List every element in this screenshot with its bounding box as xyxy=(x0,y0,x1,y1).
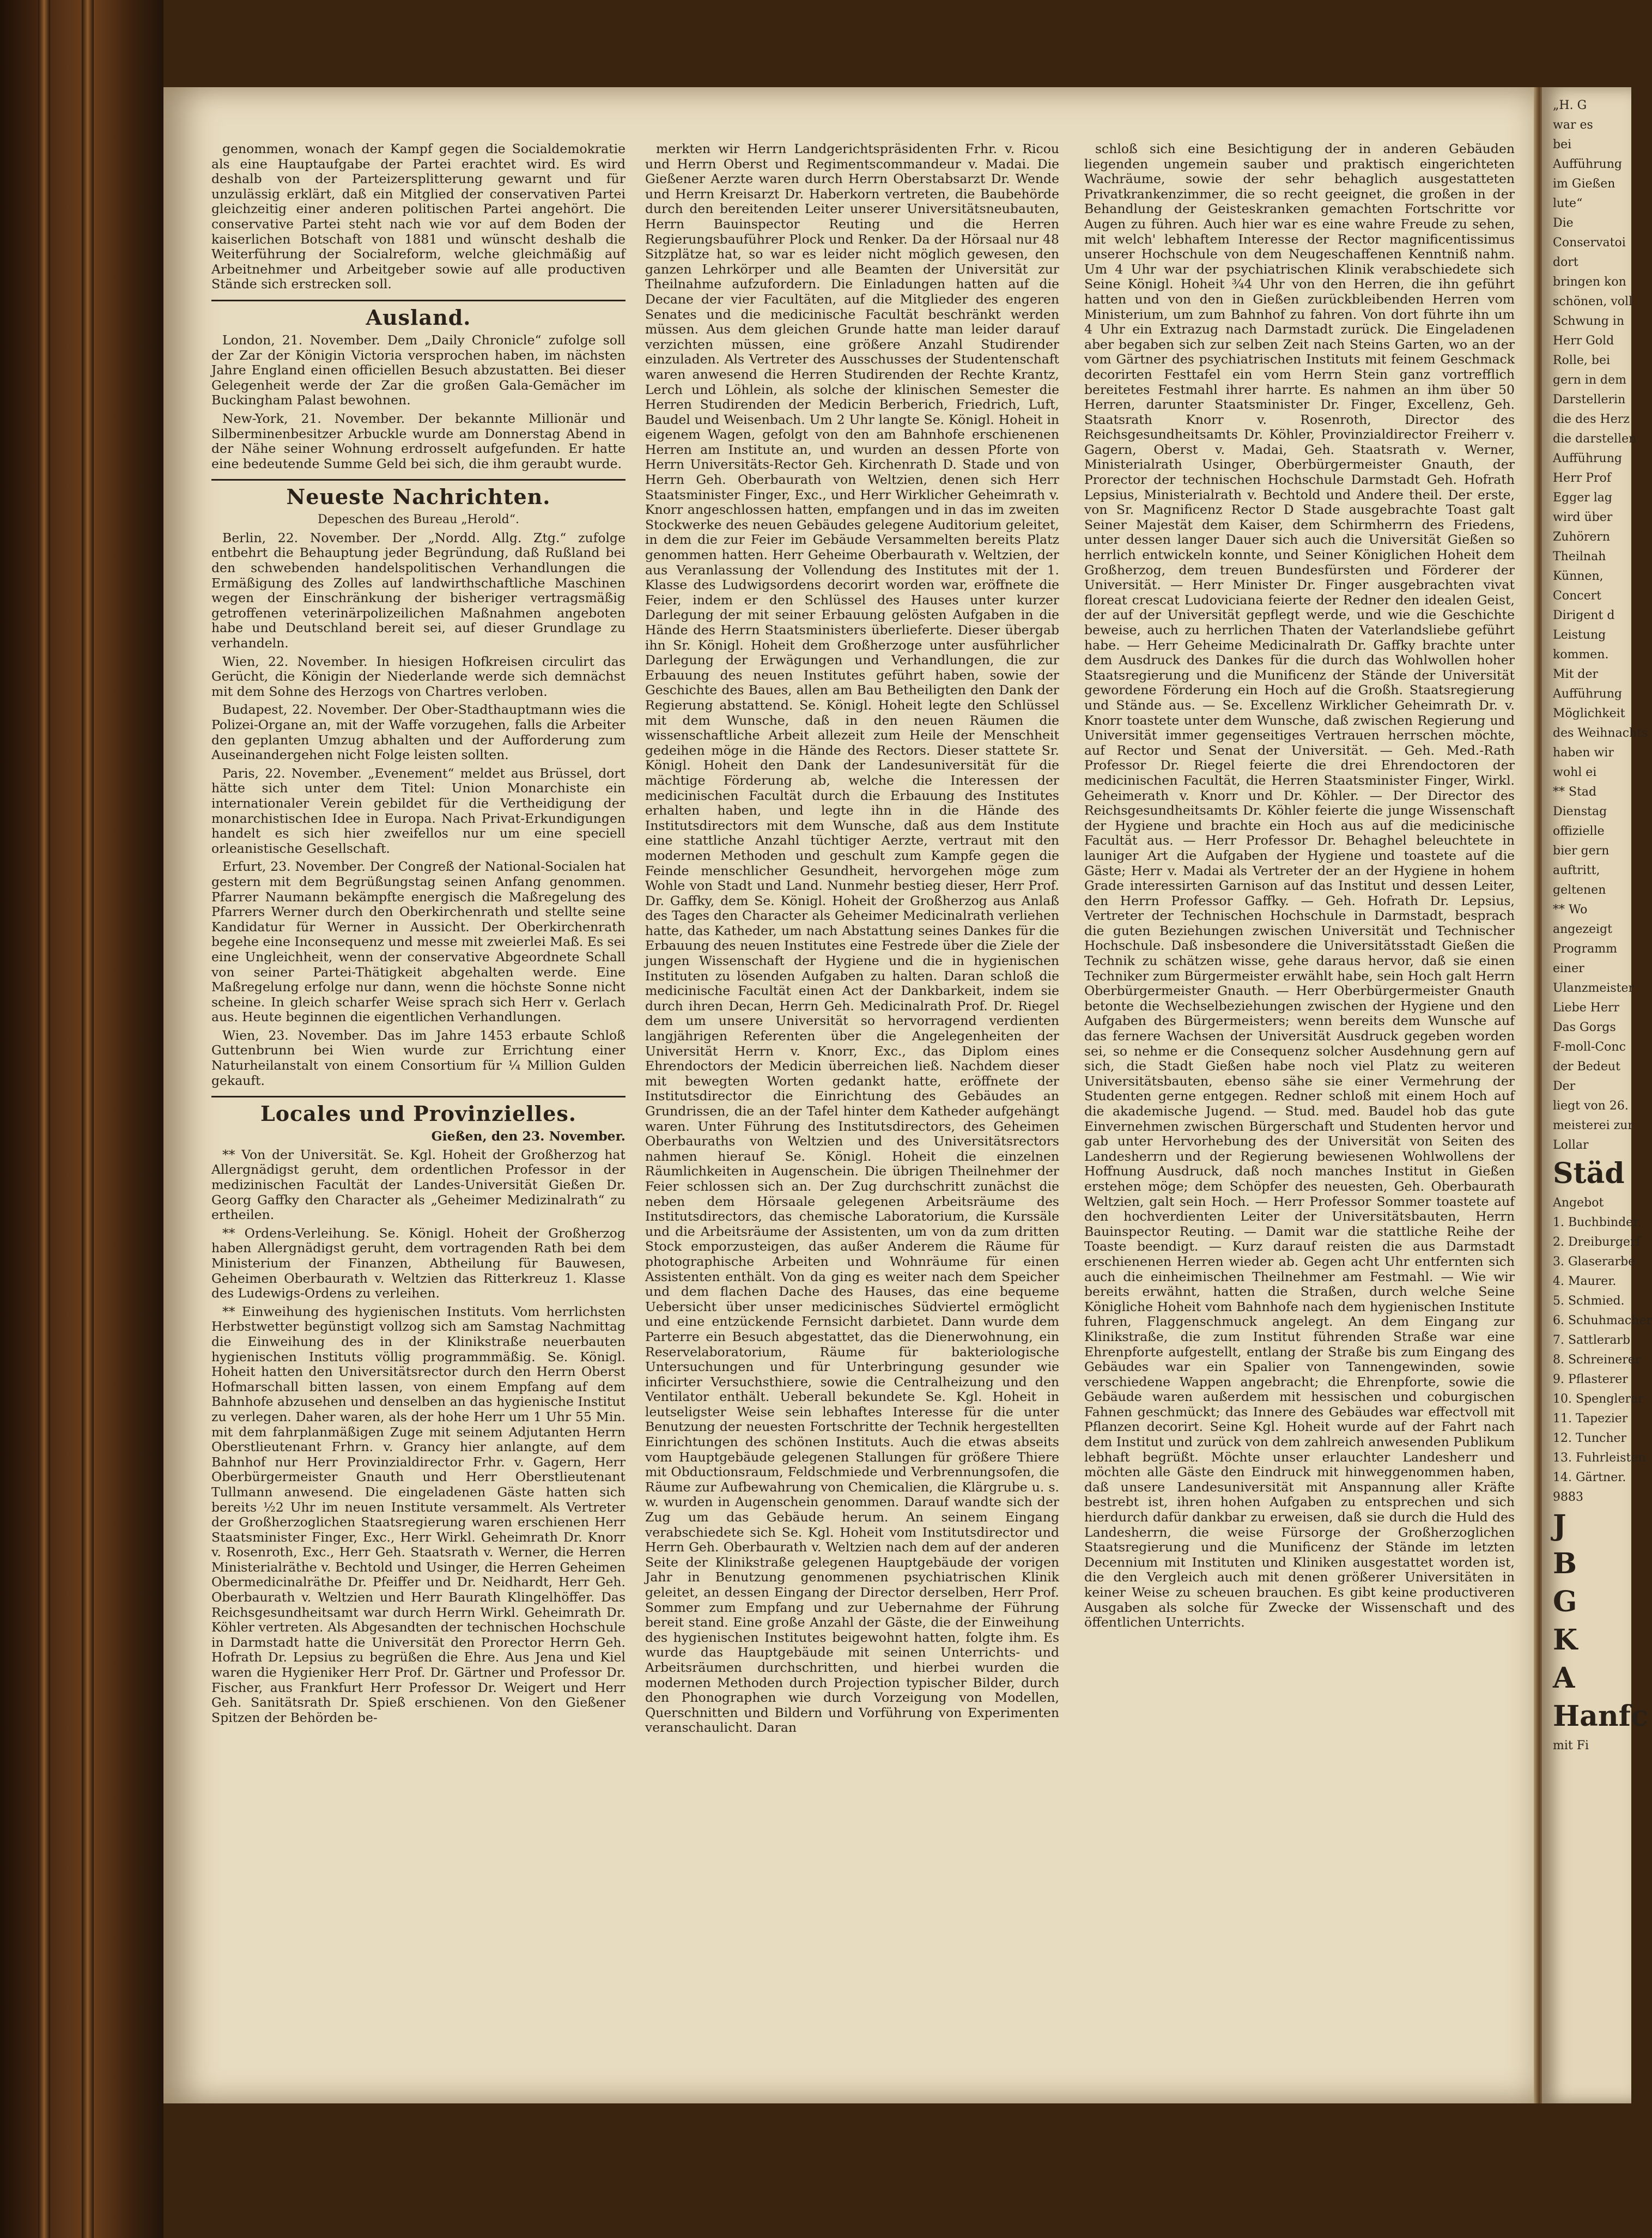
facing-page-text: einer xyxy=(1553,962,1584,975)
facing-page-text: der Bedeut xyxy=(1553,1060,1620,1073)
facing-page-text: Städ xyxy=(1553,1157,1625,1190)
facing-page-text: 7. Sattlerarb xyxy=(1553,1333,1631,1347)
news-item: Paris, 22. November. „Evenement“ meldet aus Brüssel, dort hätte sich unter dem Titel: Union Monarchiste ein internationaler Verein gebildet für die Vertheidigung der monarchistischen Idee in Europa. Nach Privat-Erkundigungen handelt es sich hier zweifellos nur um eine speciell orleanistische Gesellschaft. xyxy=(211,765,625,856)
facing-page-text: des Weihnachts xyxy=(1553,726,1648,740)
section-rule xyxy=(211,479,625,481)
facing-page-text: B xyxy=(1553,1547,1577,1580)
facing-page-text: 6. Schuhmacher xyxy=(1553,1314,1652,1327)
spine-stripe xyxy=(38,0,50,2238)
facing-page-text: Darstellerin xyxy=(1553,393,1626,407)
news-item: Erfurt, 23. November. Der Congreß der National-Socialen hat gestern mit dem Begrüßungstag seinen Anfang genommen. Pfarrer Naumann bekämpfte energisch die Maßregelung des Pfarrers Werner durch den Oberkirchenrath und stellte seine Kandidatur für Werner in Aussicht. Der Oberkirchenrath begehe eine Inconsequenz und messe mit zweierlei Maß. Es sei eine Ungleichheit, wenn der conservative Abgeordnete Schall von seiner Partei-Thätigkeit abgehalten werde. Eine Maßregelung erfolge nur dann, wenn die höchste Sonne nicht scheine. In gleich scharfer Weise sprach sich Herr v. Gerlach aus. Heute beginnen die eigentlichen Verhandlungen. xyxy=(211,859,625,1025)
facing-page-text: G xyxy=(1553,1585,1577,1618)
facing-page-text: bringen kon xyxy=(1553,275,1626,289)
news-item: London, 21. November. Dem „Daily Chronicle“ zufolge soll der Zar der Königin Victoria versprochen haben, im nächsten Jahre England einen officiellen Besuch abzustatten. Bei dieser Gelegenheit werde der Zar die großen Gala-Gemächer im Buckingham Palast bewohnen. xyxy=(211,332,625,408)
facing-page-text: dort xyxy=(1553,256,1578,269)
facing-page-text: 4. Maurer. xyxy=(1553,1275,1617,1288)
facing-page-text: Mit der xyxy=(1553,668,1599,681)
facing-page-text: die des Herz xyxy=(1553,413,1630,426)
facing-page-text: Rolle, bei xyxy=(1553,354,1611,367)
facing-page-text: bier gern xyxy=(1553,844,1610,858)
article-paragraph: merkten wir Herrn Landgerichtspräsidenten Frhr. v. Ricou und Herrn Oberst und Regimentscommandeur v. Madai. Die Gießener Aerzte waren durch Herrn Oberstabsarzt Dr. Wende und Herrn Kreisarzt Dr. Haberkorn vertreten, die Baubehörde durch den bereitenden Leiter unserer Universitätsneubauten, Herrn Bauinspector Reuting und die Herren Regierungsbauführer Plock und Renker. Da der Hörsaal nur 48 Sitzplätze hat, so war es leider nicht möglich gewesen, den ganzen Lehrkörper und alle Beamten der Universität zur Theilnahme aufzufordern. Die Einladungen hatten auf die Decane der vier Facultäten, auf die Mitglieder des engeren Senates und die medicinische Facultät beschränkt werden müssen. Aus dem gleichen Grunde hatte man leider darauf verzichten müssen, eine größere Anzahl Studirender einzuladen. Als Vertreter des Ausschusses der Studentenschaft waren anwesend die Herren Studirenden der Rechte Krantz, Lerch und Löhlein, als solche der klinischen Semester die Herren Studirenden der Medicin Berberich, Friedrich, Luft, Baudel und Weisenbach. Um 2 Uhr langte Se. Königl. Hoheit in eigenem Wagen, gefolgt von den am Bahnhofe erschienenen Herren am Institute an, und wurden an dessen Pforte von Herrn Universitäts-Rector Geh. Kirchenrath D. Stade und von Herrn Geh. Oberbaurath von Weltzien, denen sich Herr Staatsminister Finger, Exc., und Herr Wirklicher Geheimrath v. Knorr angeschlossen hatten, empfangen und in das im zweiten Stockwerke des neuen Gebäudes gelegene Auditorium geleitet, in dem die zur Feier im Gebäude Versammelten bereits Platz genommen hatten. Herr Geheime Oberbaurath v. Weltzien, der aus Veranlassung der Vollendung des Institutes mit der 1. Klasse des Ludwigsordens decorirt worden war, eröffnete die Feier, indem er den Schlüssel des Hauses unter kurzer Darlegung der mit seiner Erbauung gelösten Aufgaben in die Hände des Herrn Staatsministers überlieferte. Dieser übergab ihn Sr. Königl. Hoheit dem Großherzoge unter ausführlicher Darlegung der Erwägungen und Verhandlungen, die zur Erbauung des neuen Institutes geführt haben, sowie der Geschichte des Baues, allen am Bau Betheiligten den Dank der Regierung abstattend. Se. Königl. Hoheit legte den Schlüssel mit dem Wunsche, daß in den neuen Räumen die wissenschaftliche Arbeit allezeit zum Heile der Menschheit gedeihen möge in die Hände des Rectors. Dieser stattete Sr. Königl. Hoheit den Dank der Landesuniversität für die mächtige Förderung ab, welche die Interessen der medicinischen Facultät durch die Erbauung des Institutes erhalten haben, und legte ihn in die Hände des Institutsdirectors mit dem Wunsche, daß aus dem Institute eine stattliche Anzahl tüchtiger Aerzte, vertraut mit den modernen Methoden und geschult zum Kampfe gegen die Feinde menschlicher Gesundheit, hervorgehen möge zum Wohle von Stadt und Land. Nunmehr bestieg dieser, Herr Prof. Dr. Gaffky, dem Se. Königl. Hoheit der Großherzog aus Anlaß des Tages den Character als Geheimer Medicinalrath verliehen hatte, das Katheder, um nach Abstattung seines Dankes für die Erbauung des neuen Institutes eine Festrede über die Ziele der jungen Wissenschaft der Hygiene und die in hygienischen Instituten zu lösenden Aufgaben zu halten. Daran schloß die medicinische Facultät einen Act der Dankbarkeit, indem sie durch ihren Decan, Herrn Geh. Medicinalrath Prof. Dr. Riegel dem um unsere Universität so hervorragend verdienten langjährigen Referenten über die Angelegenheiten der Universität Herrn v. Knorr, Exc., das Diplom eines Ehrendoctors der Medicin überreichen ließ. Nachdem dieser mit bewegten Worten gedankt hatte, eröffnete der Institutsdirector die Einrichtung des Gebäudes an Grundrissen, die an der Tafel hinter dem Katheder aufgehängt waren. Unter Führung des Institutsdirectors, des Geheimen Oberbauraths von Weltzien und des Universitätsrectors nahmen hierauf Se. Königl. Hoheit die einzelnen Räumlichkeiten in Augenschein. Die übrigen Theilnehmer der Feier schlossen sich an. Der Zug durchschritt zunächst die neben dem Hörsaale gelegenen Arbeitsräume des Institutsdirectors, das chemische Laboratorium, die Kurssäle und die Arbeitsräume der Assistenten, um von da zum dritten Stock emporzusteigen, das außer Anderem die Räume für photographische Arbeiten und Wohnräume für einen Assistenten enthält. Von da ging es weiter nach dem Speicher und dem flachen Dache des Hauses, das eine bequeme Uebersicht über unser medicinisches Südviertel ermöglicht und eine entzückende Fernsicht darbietet. Dann wurde dem Parterre ein Besuch abgestattet, das die Dienerwohnung, ein Reservelaboratorium, Räume für bakteriologische Untersuchungen und für Unterbringung gesunder wie inficirter Versuchsthiere, sowie die Centralheizung und den Ventilator enthält. Ueberall bekundete Se. Kgl. Hoheit in leutseligster Weise sein lebhaftes Interesse für die unter Benutzung der neuesten Fortschritte der Technik hergestellten Einrichtungen des schönen Instituts. Auch die etwas abseits vom Hauptgebäude gelegenen Stallungen für größere Thiere mit Obductionsraum, Feldschmiede und Verbrennungsofen, die Räume zur Aufbewahrung von Chemicalien, die Klärgrube u. s. w. wurden in Augenschein genommen. Darauf wandte sich der Zug um das Gebäude herum. An seinem Eingang verabschiedete sich Se. Kgl. Hoheit vom Institutsdirector und Herrn Geh. Oberbaurath v. Weltzien nach dem auf der anderen Seite der Klinikstraße gelegenen Hauptgebäude der vorigen Jahr in Benutzung genommenen psychiatrischen Klinik geleitet, an dessen Eingang der Director derselben, Herr Prof. Sommer zum Empfang und zur Uebernahme der Führung bereit stand. Eine große Anzahl der Gäste, die der Einweihung des hygienischen Institutes beigewohnt hatten, folgte ihm. Es wurde das Hauptgebäude mit seinen Unterrichts- und Arbeitsräumen durchschritten, und hierbei wurden die modernen Methoden durch Projection typischer Bilder, durch den Phonographen wie durch Vorzeigung von Modellen, Querschnitten und Bildern und Vorführung von Experimenten veranschaulicht. Daran xyxy=(645,141,1059,1736)
facing-page-text: lute“ xyxy=(1553,197,1583,210)
facing-page-text: Angebot xyxy=(1553,1196,1604,1210)
facing-page-text: „H. G xyxy=(1553,99,1587,112)
facing-page-text: Aufführung xyxy=(1553,452,1622,465)
news-item: ** Ordens-Verleihung. Se. Königl. Hoheit der Großherzog haben Allergnädigst geruht, dem vortragenden Rath bei dem Ministerium der Finanzen, Abtheilung für Bauwesen, Geheimen Oberbaurath v. Weltzien das Ritterkreuz 1. Klasse des Ludewigs-Ordens zu verleihen. xyxy=(211,1225,625,1301)
book-binding xyxy=(0,0,163,2238)
facing-page-text: Lollar xyxy=(1553,1138,1589,1152)
news-item: Berlin, 22. November. Der „Nordd. Allg. Ztg.“ zufolge entbehrt die Behauptung jeder Begründung, daß Rußland bei den schwebenden handelspolitischen Verhandlungen die Ermäßigung des Zolles auf landwirthschaftliche Maschinen wegen der Einschränkung der bisheriger vertragsmäßig getroffenen veterinärpolizeilichen Maßnahmen angeboten habe und Deutschland bereit sei, auf dieser Grundlage zu verhandeln. xyxy=(211,530,625,651)
facing-page-text: Das Gorgs xyxy=(1553,1021,1616,1034)
facing-page-text: 11. Tapezier xyxy=(1553,1412,1628,1426)
facing-page-text: 1. Buchbinder. xyxy=(1553,1216,1642,1229)
facing-page-text: 9883 xyxy=(1553,1490,1583,1504)
facing-page-text: Programm xyxy=(1553,942,1618,956)
news-item: Budapest, 22. November. Der Ober-Stadthauptmann wies die Polizei-Organe an, mit der Waffe vorzugehen, falls die Arbeiter den geplanten Umzug abhalten und der Aufforderung zum Auseinandergehen nicht Folge leisten sollten. xyxy=(211,702,625,763)
facing-page-text: liegt von 26. xyxy=(1553,1099,1629,1113)
facing-page-text: Die xyxy=(1553,216,1574,230)
facing-page-text: 2. Dreiburgerf xyxy=(1553,1235,1641,1249)
column-1 xyxy=(211,142,625,1728)
facing-page-text: bei xyxy=(1553,138,1572,151)
facing-page-text: Ulanzmeister xyxy=(1553,981,1635,995)
facing-page-text: im Gießen xyxy=(1553,177,1615,191)
facing-page-text: Herr Gold xyxy=(1553,334,1614,348)
facing-page-text: Schwung in xyxy=(1553,314,1625,328)
facing-page-text: Egger lag xyxy=(1553,491,1612,505)
article-paragraph: schloß sich eine Besichtigung der in anderen Gebäuden liegenden ungemein sauber und praktisch eingerichteten Wachräume, sowie der sehr behaglich ausgestatteten Privatkrankenzimmer, die so recht geeignet, die großen in der Behandlung der Geisteskranken gemachten Fortschritte vor Augen zu führen. Auch hier war es eine wahre Freude zu sehen, mit welch' lebhaftem Interesse der Rector magnificentissimus unserer Hochschule von dem Neugeschaffenen Kenntniß nahm. Um 4 Uhr war der psychiatrischen Klinik verabschiedete sich Seine Königl. Hoheit ¾4 Uhr von den Herren, die ihn geführt hatten und von den in Gießen zurückbleibenden Herren vom Ministerium, um zum Bahnhof zu fahren. Von dort führte ihn um 4 Uhr ein Extrazug nach Darmstadt zurück. Die Eingeladenen aber begaben sich zur selben Zeit nach Steins Garten, wo an der vom Gärtner des psychiatrischen Instituts mit feinem Geschmack decorirten Festtafel ein vom Herrn Stein ganz vortrefflich bereitetes Festmahl ihrer harrte. Es nahmen an ihm über 50 Herren, darunter Staatsminister Dr. Finger, Excellenz, Geh. Staatsrath Knorr v. Rosenroth, Director des Reichsgesundheitsamts Dr. Köhler, Provinzialdirector Freiherr v. Gagern, Oberst v. Madai, Geh. Staatsrath v. Werner, Ministerialrath Usinger, Oberbürgermeister Gnauth, der Prorector der technischen Hochschule Darmstadt Geh. Hofrath Lepsius, Ministerialrath v. Bechtold und Andere theil. Der erste, von Sr. Magnificenz Rector D Stade ausgebrachte Toast galt Seiner Majestät dem Kaiser, dem Schirmherrn des Friedens, unter dessen langer Dauer sich auch die Universität Gießen so herrlich entwickeln konnte, und Seiner Königlichen Hoheit dem Großherzog, dem treuen Bundesfürsten und Förderer der Universität. — Herr Minister Dr. Finger ausgebrachten vivat floreat crescat Ludoviciana feierte der Redner den idealen Geist, der auf der Universität gepflegt werde, und wie die Geschichte beweise, auch zu herrlichen Thaten der Vaterlandsliebe geführt habe. — Herr Geheime Medicinalrath Dr. Gaffky brachte unter dem Ausdruck des Dankes für die durch das Wohlwollen hoher Staatsregierung und die Munificenz der Stände der Universität gewordene Förderung ein Hoch auf die Großh. Staatsregierung und Stände aus. — Se. Excellenz Wirklicher Geheimrath Dr. v. Knorr toastete unter dem Wunsche, daß zwischen Regierung und Universität immer gegenseitiges Vertrauen herrschen möchte, auf Rector und Senat der Universität. — Geh. Med.-Rath Professor Dr. Riegel feierte die drei Ehrendoctoren der medicinischen Facultät, die Herren Staatsminister Finger, Wirkl. Geheimerath v. Knorr und Dr. Köhler. — Der Director des Reichsgesundheitsamts Dr. Köhler feierte die junge Wissenschaft der Hygiene und brachte ein Hoch aus auf die medicinische Facultät aus. — Herr Professor Dr. Behaghel beleuchtete in launiger Art die Aufgaben der Hygiene und toastete auf die Gäste; Herr v. Madai als Vertreter der an der Hygiene in hohem Grade interessirten Garnison auf das Institut und dessen Leiter, den Herrn Professor Gaffky. — Geh. Hofrath Dr. Lepsius, Vertreter der Technischen Hochschule in Darmstadt, besprach die guten Beziehungen zwischen Universität und Technischer Hochschule. Daß insbesondere die Universitätsstadt Gießen die Technik zu schätzen wisse, gehe daraus hervor, daß sie einen Techniker zum Bürgermeister erwählt habe, sein Hoch galt Herrn Oberbürgermeister Gnauth. — Herr Oberbürgermeister Gnauth betonte die Wechselbeziehungen zwischen der Hygiene und den Aufgaben des Bürgermeisters; wenn bereits dem Wunsche auf das fernere Wachsen der Universität Ausdruck gegeben worden sei, so nehme er die Consequenz solcher Ausdehnung gern auf sich, die Stadt Gießen habe noch viel Platz zu weiteren Universitätsbauten, ebenso sähe sie einer Vermehrung der Studenten gerne entgegen. Redner schloß mit einem Hoch auf die akademische Jugend. — Stud. med. Baudel hob das gute Einvernehmen zwischen Bürgerschaft und Studenten hervor und gab unter Hervorhebung des der Universität von Seiten des Landesherrn und der Regierung bewiesenen Wohlwollens der Hoffnung Ausdruck, daß noch manches Institut in Gießen erstehen möge; dem Schöpfer des neuesten, Geh. Oberbaurath Weltzien, galt sein Hoch. — Herr Professor Sommer toastete auf den hochverdienten Leiter der Universitätsbauten, Herrn Bauinspector Reuting. — Damit war die stattliche Reihe der Toaste beendigt. — Kurz darauf reisten die aus Darmstadt erschienenen Herren wieder ab. Gegen acht Uhr entfernten sich auch die einheimischen Theilnehmer am Festmahl. — Wie wir bereits erwähnt, hatten die Straßen, durch welche Seine Königliche Hoheit vom Bahnhofe nach dem hygienischen Institute fuhren, Flaggenschmuck angelegt. An dem Eingang zur Klinikstraße, die zum Institut führenden Straße war eine Ehrenpforte aufgestellt, entlang der Straße bis zum Eingang des Gebäudes war ein Spalier von Tannengewinden, sowie verschiedene Wappen angebracht; die Ehrenpforte, sowie die Gebäude waren außerdem mit hessischen und coburgischen Fahnen geschmückt; das Innere des Gebäudes war effectvoll mit Pflanzen decorirt. Seine Kgl. Hoheit wurde auf der Fahrt nach dem Institut und zurück von dem zahlreich anwesenden Publikum lebhaft begrüßt. Möchte unser erlauchter Landesherr und möchten alle Gäste den Eindruck mit hinweggenommen haben, daß unsere Landesuniversität mit Anspannung aller Kräfte bestrebt ist, ihren hohen Aufgaben zu entsprechen und sich hierdurch dafür dankbar zu erweisen, daß sie durch die Huld des Landesherrn, die weise Fürsorge der Großherzoglichen Staatsregierung und die Munificenz der Stände im letzten Decennium mit Instituten und Kliniken ausgestattet worden ist, die den Vergleich auch mit denen größerer Universitäten in keiner Weise zu scheuen brauchen. Es gibt keine productiveren Ausgaben als solche für Zwecke der Wissenschaft und des öffentlichen Unterrichts. xyxy=(1084,141,1515,1630)
dateline: Gießen, den 23. November. xyxy=(431,1129,625,1144)
facing-page-text: Dirigent d xyxy=(1553,609,1615,622)
facing-page-text: Dienstag xyxy=(1553,805,1607,818)
facing-page-text: Conservatoi xyxy=(1553,236,1626,250)
facing-page-text: offizielle xyxy=(1553,824,1605,838)
facing-page-text: ** Wo xyxy=(1553,903,1588,917)
facing-page-text: die darstellen xyxy=(1553,432,1637,446)
facing-page-text: Aufführung xyxy=(1553,687,1622,701)
facing-page-text: kommen. xyxy=(1553,648,1609,662)
facing-page-text: 8. Schreinerer xyxy=(1553,1353,1641,1367)
section-heading-ausland: Ausland. xyxy=(366,305,471,330)
facing-page-text: 12. Tuncher xyxy=(1553,1432,1627,1445)
facing-page-text: Concert xyxy=(1553,589,1601,603)
facing-page-text: Künnen, xyxy=(1553,569,1604,583)
facing-page-text: meisterei zur xyxy=(1553,1119,1633,1132)
news-item: New-York, 21. November. Der bekannte Millionär und Silberminenbesitzer Arbuckle wurde am Donnerstag Abend in der Nähe seiner Wohnung erdrosselt aufgefunden. Er hatte eine bedeutende Summe Geld bei sich, die ihm geraubt wurde. xyxy=(211,410,625,471)
facing-page-text: Liebe Herr xyxy=(1553,1001,1619,1015)
facing-page-text: Der xyxy=(1553,1079,1576,1093)
facing-page-text: K xyxy=(1553,1623,1578,1657)
facing-page-fragment xyxy=(1542,87,1652,2103)
section-rule xyxy=(211,300,625,301)
facing-page-text: ** Stad xyxy=(1553,785,1597,799)
facing-page-text: Möglichkeit xyxy=(1553,707,1625,720)
facing-page-text: Zuhörern xyxy=(1553,530,1611,544)
news-item: ** Einweihung des hygienischen Instituts. Vom herrlichsten Herbstwetter begünstigt vollzog sich am Samstag Nachmittag die Einweihung des in der Klinikstraße neuerbauten hygienischen Instituts völlig programmmäßig. Se. Königl. Hoheit hatten den Universitätsrector durch den Herrn Oberst Hofmarschall bitten lassen, von einem Empfang auf dem Bahnhofe abzusehen und denselben an das hygienische Institut zu verlegen. Daher waren, als der hohe Herr um 1 Uhr 55 Min. mit dem fahrplanmäßigen Zuge mit seinem Adjutanten Herrn Oberstlieutenant Frhrn. v. Grancy hier anlangte, auf dem Bahnhof nur Herr Provinzialdirector Frhr. v. Gagern, Herr Oberbürgermeister Gnauth und Herr Oberstlieutenant Tullmann anwesend. Die eingeladenen Gäste hatten sich bereits ½2 Uhr im neuen Institute versammelt. Als Vertreter der Großherzoglichen Staatsregierung waren erschienen Herr Staatsminister Finger, Exc., Herr Wirkl. Geheimrath Dr. Knorr v. Rosenroth, Exc., Herr Geh. Staatsrath v. Werner, die Herren Ministerialräthe v. Bechtold und Usinger, die Herren Geheimen Obermedicinalräthe Dr. Pfeiffer und Dr. Neidhardt, Herr Geh. Oberbaurath v. Weltzien und Herr Baurath Klingelhöffer. Das Reichsgesundheitsamt war durch Herrn Wirkl. Geheimrath Dr. Köhler vertreten. Als Abgesandten der technischen Hochschule in Darmstadt hatte die Universität den Prorector Herrn Geh. Hofrath Dr. Lepsius zu begrüßen die Ehre. Aus Jena und Kiel waren die Hygieniker Herr Prof. Dr. Gärtner und Professor Dr. Fischer, aus Frankfurt Herr Professor Dr. Weigert und Herr Geh. Sanitätsrath Dr. Spieß erschienen. Von den Gießener Spitzen der Behörden be- xyxy=(211,1303,625,1725)
column-2 xyxy=(645,142,1059,1739)
facing-page-text: mit Fi xyxy=(1553,1739,1589,1752)
facing-page-text: schönen, voll xyxy=(1553,295,1633,308)
facing-page-text: wird über xyxy=(1553,511,1613,524)
section-subheading: Depeschen des Bureau „Herold“. xyxy=(318,513,519,527)
facing-page-text: angezeigt xyxy=(1553,923,1612,936)
facing-page-text: Leistung xyxy=(1553,628,1606,642)
facing-page-text: 13. Fuhrleisten xyxy=(1553,1451,1646,1465)
section-heading-locales: Locales und Provinzielles. xyxy=(260,1101,577,1126)
facing-page-text: 5. Schmied. xyxy=(1553,1294,1625,1308)
news-item: Wien, 22. November. In hiesigen Hofkreisen circulirt das Gerücht, die Königin der Niederlande werde sich demnächst mit dem Sohne des Herzogs von Chartres verloben. xyxy=(211,653,625,699)
facing-page-text: gern in dem xyxy=(1553,373,1626,387)
section-rule xyxy=(211,1096,625,1097)
facing-page-text: 3. Glaserarbe xyxy=(1553,1255,1636,1269)
facing-page-text: 14. Gärtner. xyxy=(1553,1471,1626,1484)
facing-page-text: Hanfc xyxy=(1553,1700,1648,1733)
facing-page-text: geltenen xyxy=(1553,883,1606,897)
facing-page-text: A xyxy=(1553,1661,1575,1695)
facing-page-text: Aufführung xyxy=(1553,157,1622,171)
spine-stripe xyxy=(82,0,94,2238)
article-paragraph: genommen, wonach der Kampf gegen die Socialdemokratie als eine Hauptaufgabe der Partei erachtet wird. Es wird deshalb von der Parteizersplitterung gewarnt und für unzulässig erklärt, daß ein Mitglied der conservativen Partei gleichzeitig einer anderen politischen Partei angehört. Die conservative Partei steht nach wie vor auf dem Boden der kaiserlichen Botschaft von 1881 und wünscht deshalb die Weiterführung der Socialreform, welche gleichmäßig auf Arbeitnehmer und Arbeitgeber sowie auf alle productiven Stände sich erstrecken soll. xyxy=(211,141,625,292)
news-item: Wien, 23. November. Das im Jahre 1453 erbaute Schloß Guttenbrunn bei Wien wurde zur Errichtung einer Naturheilanstalt von einem Consortium für ¼ Million Gulden gekauft. xyxy=(211,1027,625,1088)
facing-page-text: auftritt, xyxy=(1553,864,1600,877)
facing-page-text: Theilnah xyxy=(1553,550,1606,563)
news-item: ** Von der Universität. Se. Kgl. Hoheit der Großherzog hat Allergnädigst geruht, dem ordentlichen Professor in der medizinischen Facultät der Landes-Universität Gießen Dr. Georg Gaffky den Character als „Geheimer Medizinalrath“ zu ertheilen. xyxy=(211,1147,625,1223)
facing-page-text: Herr Prof xyxy=(1553,471,1611,485)
facing-page-text: J xyxy=(1553,1509,1566,1542)
facing-page-text: war es xyxy=(1553,118,1593,132)
facing-page-text: 10. Spenglerar xyxy=(1553,1392,1644,1406)
column-3 xyxy=(1084,142,1515,1634)
facing-page-text: wohl ei xyxy=(1553,766,1597,779)
facing-page-text: haben wir xyxy=(1553,746,1614,760)
facing-page-text: 9. Pflasterer xyxy=(1553,1373,1628,1386)
facing-page-text: F-moll-Conc xyxy=(1553,1040,1626,1054)
section-heading-neueste: Neueste Nachrichten. xyxy=(286,484,551,510)
